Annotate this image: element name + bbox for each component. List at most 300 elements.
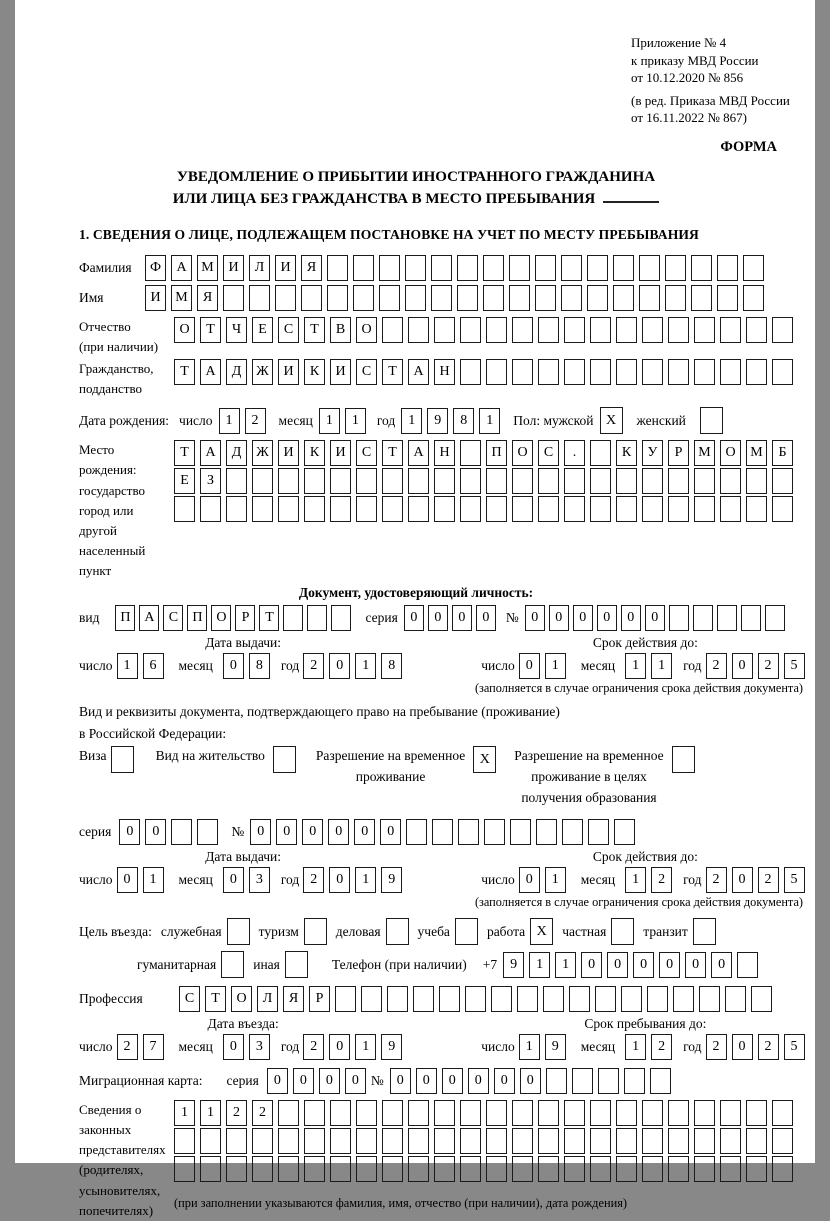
char-cell[interactable]: И	[223, 255, 244, 281]
checkbox-chastnaya[interactable]	[611, 918, 634, 945]
char-cell[interactable]: 1	[529, 952, 550, 978]
char-cell[interactable]	[720, 317, 741, 343]
char-cell[interactable]	[564, 1128, 585, 1154]
char-cell[interactable]: 0	[732, 867, 753, 893]
char-cell[interactable]	[590, 440, 611, 466]
char-cell[interactable]	[174, 1128, 195, 1154]
char-cell[interactable]	[301, 285, 322, 311]
char-cell[interactable]	[249, 285, 270, 311]
char-cell[interactable]: Л	[249, 255, 270, 281]
char-cell[interactable]	[460, 1128, 481, 1154]
char-cell[interactable]: М	[746, 440, 767, 466]
char-cell[interactable]: И	[278, 359, 299, 385]
checkbox-rabota[interactable]: X	[530, 918, 553, 945]
char-cell[interactable]: 0	[519, 867, 540, 893]
char-cell[interactable]	[278, 468, 299, 494]
char-cell[interactable]	[561, 255, 582, 281]
char-cell[interactable]	[223, 285, 244, 311]
char-cell[interactable]: 2	[245, 408, 266, 434]
checkbox-tranzit[interactable]	[693, 918, 716, 945]
char-cell[interactable]	[226, 496, 247, 522]
char-cell[interactable]: 0	[404, 605, 424, 631]
char-cell[interactable]: 1	[555, 952, 576, 978]
char-cell[interactable]: К	[304, 359, 325, 385]
char-cell[interactable]	[460, 1156, 481, 1182]
char-cell[interactable]	[460, 359, 481, 385]
char-cell[interactable]	[538, 468, 559, 494]
char-cell[interactable]: 0	[645, 605, 665, 631]
char-cell[interactable]: Ж	[252, 359, 273, 385]
char-cell[interactable]	[746, 1100, 767, 1126]
char-cell[interactable]	[304, 1100, 325, 1126]
char-cell[interactable]: 0	[573, 605, 593, 631]
char-cell[interactable]: 1	[401, 408, 422, 434]
char-cell[interactable]: 2	[117, 1034, 138, 1060]
char-cell[interactable]: 2	[252, 1100, 273, 1126]
char-cell[interactable]: 0	[711, 952, 732, 978]
char-cell[interactable]	[720, 468, 741, 494]
char-cell[interactable]	[564, 496, 585, 522]
char-cell[interactable]	[569, 986, 590, 1012]
char-cell[interactable]	[174, 1156, 195, 1182]
char-cell[interactable]	[668, 317, 689, 343]
char-cell[interactable]: И	[330, 359, 351, 385]
char-cell[interactable]	[434, 1128, 455, 1154]
char-cell[interactable]: Т	[304, 317, 325, 343]
char-cell[interactable]	[535, 255, 556, 281]
char-cell[interactable]	[408, 1128, 429, 1154]
char-cell[interactable]	[647, 986, 668, 1012]
char-cell[interactable]	[434, 496, 455, 522]
char-cell[interactable]	[595, 986, 616, 1012]
char-cell[interactable]: 0	[302, 819, 323, 845]
char-cell[interactable]	[616, 359, 637, 385]
checkbox-visa[interactable]	[111, 746, 134, 773]
char-cell[interactable]	[668, 468, 689, 494]
char-cell[interactable]: 9	[503, 952, 524, 978]
char-cell[interactable]: 2	[303, 653, 324, 679]
char-cell[interactable]	[538, 1128, 559, 1154]
char-cell[interactable]: Д	[226, 359, 247, 385]
char-cell[interactable]	[434, 1156, 455, 1182]
char-cell[interactable]: О	[512, 440, 533, 466]
char-cell[interactable]: Е	[252, 317, 273, 343]
char-cell[interactable]	[335, 986, 356, 1012]
char-cell[interactable]: 1	[355, 653, 376, 679]
char-cell[interactable]	[642, 317, 663, 343]
char-cell[interactable]	[434, 317, 455, 343]
char-cell[interactable]: 0	[380, 819, 401, 845]
char-cell[interactable]: 5	[784, 1034, 805, 1060]
char-cell[interactable]	[356, 468, 377, 494]
char-cell[interactable]: 0	[145, 819, 166, 845]
char-cell[interactable]: П	[486, 440, 507, 466]
char-cell[interactable]	[616, 1128, 637, 1154]
char-cell[interactable]	[304, 468, 325, 494]
char-cell[interactable]: 8	[381, 653, 402, 679]
char-cell[interactable]	[772, 1128, 793, 1154]
char-cell[interactable]	[327, 285, 348, 311]
char-cell[interactable]	[361, 986, 382, 1012]
char-cell[interactable]	[356, 1128, 377, 1154]
char-cell[interactable]	[772, 496, 793, 522]
char-cell[interactable]	[669, 605, 689, 631]
char-cell[interactable]: 2	[651, 1034, 672, 1060]
char-cell[interactable]	[538, 317, 559, 343]
char-cell[interactable]: 0	[633, 952, 654, 978]
char-cell[interactable]: А	[200, 440, 221, 466]
char-cell[interactable]	[717, 605, 737, 631]
char-cell[interactable]	[483, 255, 504, 281]
char-cell[interactable]: 2	[758, 653, 779, 679]
char-cell[interactable]	[330, 1156, 351, 1182]
char-cell[interactable]: О	[174, 317, 195, 343]
char-cell[interactable]	[694, 468, 715, 494]
char-cell[interactable]	[746, 317, 767, 343]
char-cell[interactable]: С	[538, 440, 559, 466]
char-cell[interactable]	[564, 359, 585, 385]
char-cell[interactable]	[413, 986, 434, 1012]
char-cell[interactable]	[252, 1128, 273, 1154]
char-cell[interactable]: И	[275, 255, 296, 281]
char-cell[interactable]	[772, 317, 793, 343]
char-cell[interactable]: 1	[200, 1100, 221, 1126]
char-cell[interactable]: О	[231, 986, 252, 1012]
char-cell[interactable]	[458, 819, 479, 845]
char-cell[interactable]: 0	[223, 653, 244, 679]
char-cell[interactable]: Е	[174, 468, 195, 494]
checkbox-gumanitarnaya[interactable]	[221, 951, 244, 978]
char-cell[interactable]	[642, 1128, 663, 1154]
char-cell[interactable]	[382, 496, 403, 522]
char-cell[interactable]	[691, 255, 712, 281]
char-cell[interactable]: 1	[625, 653, 646, 679]
char-cell[interactable]	[616, 496, 637, 522]
char-cell[interactable]: 0	[267, 1068, 288, 1094]
char-cell[interactable]	[642, 468, 663, 494]
char-cell[interactable]: Я	[301, 255, 322, 281]
checkbox-sluzhebnaya[interactable]	[227, 918, 250, 945]
char-cell[interactable]: 2	[706, 1034, 727, 1060]
char-cell[interactable]: 0	[494, 1068, 515, 1094]
char-cell[interactable]: 1	[519, 1034, 540, 1060]
char-cell[interactable]: 0	[329, 653, 350, 679]
char-cell[interactable]	[746, 1128, 767, 1154]
char-cell[interactable]	[743, 255, 764, 281]
char-cell[interactable]: 0	[525, 605, 545, 631]
char-cell[interactable]: У	[642, 440, 663, 466]
char-cell[interactable]	[694, 1128, 715, 1154]
char-cell[interactable]: 1	[651, 653, 672, 679]
char-cell[interactable]: А	[171, 255, 192, 281]
char-cell[interactable]: 0	[452, 605, 472, 631]
char-cell[interactable]	[405, 285, 426, 311]
char-cell[interactable]	[538, 359, 559, 385]
char-cell[interactable]	[353, 285, 374, 311]
char-cell[interactable]: 0	[354, 819, 375, 845]
char-cell[interactable]: П	[115, 605, 135, 631]
char-cell[interactable]	[304, 1156, 325, 1182]
char-cell[interactable]	[382, 317, 403, 343]
char-cell[interactable]: 1	[545, 867, 566, 893]
char-cell[interactable]	[536, 819, 557, 845]
char-cell[interactable]	[517, 986, 538, 1012]
char-cell[interactable]	[642, 1156, 663, 1182]
char-cell[interactable]	[743, 285, 764, 311]
char-cell[interactable]: 1	[355, 867, 376, 893]
char-cell[interactable]: Т	[174, 359, 195, 385]
char-cell[interactable]	[665, 255, 686, 281]
char-cell[interactable]: 1	[345, 408, 366, 434]
char-cell[interactable]: А	[408, 359, 429, 385]
char-cell[interactable]	[512, 1100, 533, 1126]
char-cell[interactable]	[564, 1100, 585, 1126]
char-cell[interactable]	[512, 1128, 533, 1154]
char-cell[interactable]	[720, 1128, 741, 1154]
char-cell[interactable]	[382, 1100, 403, 1126]
char-cell[interactable]	[457, 255, 478, 281]
char-cell[interactable]	[431, 285, 452, 311]
char-cell[interactable]	[509, 255, 530, 281]
char-cell[interactable]	[590, 496, 611, 522]
char-cell[interactable]: 2	[758, 1034, 779, 1060]
char-cell[interactable]	[356, 496, 377, 522]
char-cell[interactable]	[741, 605, 761, 631]
char-cell[interactable]	[330, 1100, 351, 1126]
char-cell[interactable]	[252, 496, 273, 522]
char-cell[interactable]: М	[694, 440, 715, 466]
char-cell[interactable]	[751, 986, 772, 1012]
char-cell[interactable]: 0	[223, 867, 244, 893]
char-cell[interactable]: 0	[328, 819, 349, 845]
char-cell[interactable]: К	[304, 440, 325, 466]
char-cell[interactable]	[639, 285, 660, 311]
char-cell[interactable]	[616, 317, 637, 343]
char-cell[interactable]: О	[720, 440, 741, 466]
char-cell[interactable]: 9	[545, 1034, 566, 1060]
char-cell[interactable]: 2	[651, 867, 672, 893]
char-cell[interactable]: 1	[117, 653, 138, 679]
char-cell[interactable]	[510, 819, 531, 845]
char-cell[interactable]	[665, 285, 686, 311]
char-cell[interactable]: В	[330, 317, 351, 343]
char-cell[interactable]	[226, 1156, 247, 1182]
char-cell[interactable]: А	[139, 605, 159, 631]
char-cell[interactable]: 0	[416, 1068, 437, 1094]
char-cell[interactable]: 8	[249, 653, 270, 679]
char-cell[interactable]: 0	[250, 819, 271, 845]
char-cell[interactable]	[283, 605, 303, 631]
char-cell[interactable]: С	[356, 359, 377, 385]
char-cell[interactable]: 0	[428, 605, 448, 631]
char-cell[interactable]: И	[330, 440, 351, 466]
char-cell[interactable]	[717, 255, 738, 281]
char-cell[interactable]	[694, 1156, 715, 1182]
char-cell[interactable]: 3	[249, 1034, 270, 1060]
char-cell[interactable]	[486, 359, 507, 385]
char-cell[interactable]	[746, 359, 767, 385]
char-cell[interactable]: 0	[345, 1068, 366, 1094]
char-cell[interactable]: 0	[476, 605, 496, 631]
char-cell[interactable]	[737, 952, 758, 978]
checkbox-ucheba[interactable]	[455, 918, 478, 945]
char-cell[interactable]	[408, 496, 429, 522]
char-cell[interactable]	[694, 359, 715, 385]
char-cell[interactable]: .	[564, 440, 585, 466]
char-cell[interactable]	[330, 468, 351, 494]
char-cell[interactable]	[613, 285, 634, 311]
char-cell[interactable]	[538, 1100, 559, 1126]
char-cell[interactable]	[746, 1156, 767, 1182]
char-cell[interactable]	[564, 468, 585, 494]
char-cell[interactable]: 0	[117, 867, 138, 893]
char-cell[interactable]	[561, 285, 582, 311]
char-cell[interactable]: С	[163, 605, 183, 631]
char-cell[interactable]	[486, 1128, 507, 1154]
char-cell[interactable]	[200, 1156, 221, 1182]
char-cell[interactable]	[406, 819, 427, 845]
char-cell[interactable]	[356, 1156, 377, 1182]
char-cell[interactable]	[331, 605, 351, 631]
char-cell[interactable]: Я	[197, 285, 218, 311]
char-cell[interactable]: 0	[276, 819, 297, 845]
char-cell[interactable]: 1	[143, 867, 164, 893]
char-cell[interactable]: 0	[329, 867, 350, 893]
char-cell[interactable]	[491, 986, 512, 1012]
char-cell[interactable]	[460, 440, 481, 466]
char-cell[interactable]	[668, 496, 689, 522]
char-cell[interactable]: 1	[355, 1034, 376, 1060]
char-cell[interactable]	[379, 285, 400, 311]
char-cell[interactable]: 0	[732, 1034, 753, 1060]
char-cell[interactable]: 9	[381, 867, 402, 893]
char-cell[interactable]: 1	[625, 1034, 646, 1060]
char-cell[interactable]	[616, 1156, 637, 1182]
char-cell[interactable]	[200, 496, 221, 522]
char-cell[interactable]	[543, 986, 564, 1012]
char-cell[interactable]	[382, 1156, 403, 1182]
char-cell[interactable]: 5	[784, 653, 805, 679]
char-cell[interactable]: Ж	[252, 440, 273, 466]
char-cell[interactable]	[562, 819, 583, 845]
char-cell[interactable]	[387, 986, 408, 1012]
char-cell[interactable]	[642, 496, 663, 522]
char-cell[interactable]: 0	[390, 1068, 411, 1094]
char-cell[interactable]: М	[197, 255, 218, 281]
char-cell[interactable]: А	[408, 440, 429, 466]
char-cell[interactable]	[434, 468, 455, 494]
char-cell[interactable]	[275, 285, 296, 311]
char-cell[interactable]	[772, 1100, 793, 1126]
char-cell[interactable]	[535, 285, 556, 311]
char-cell[interactable]: 1	[545, 653, 566, 679]
char-cell[interactable]: 0	[581, 952, 602, 978]
char-cell[interactable]: Ч	[226, 317, 247, 343]
char-cell[interactable]: А	[200, 359, 221, 385]
char-cell[interactable]	[509, 285, 530, 311]
char-cell[interactable]	[278, 496, 299, 522]
char-cell[interactable]	[512, 496, 533, 522]
char-cell[interactable]	[278, 1100, 299, 1126]
char-cell[interactable]	[538, 496, 559, 522]
char-cell[interactable]	[486, 1156, 507, 1182]
char-cell[interactable]: С	[179, 986, 200, 1012]
char-cell[interactable]: 7	[143, 1034, 164, 1060]
char-cell[interactable]: О	[356, 317, 377, 343]
char-cell[interactable]: Т	[259, 605, 279, 631]
char-cell[interactable]	[512, 468, 533, 494]
char-cell[interactable]: 0	[119, 819, 140, 845]
char-cell[interactable]	[408, 1156, 429, 1182]
char-cell[interactable]: 1	[319, 408, 340, 434]
char-cell[interactable]	[564, 317, 585, 343]
char-cell[interactable]: О	[211, 605, 231, 631]
char-cell[interactable]	[307, 605, 327, 631]
char-cell[interactable]	[590, 468, 611, 494]
char-cell[interactable]: Р	[309, 986, 330, 1012]
char-cell[interactable]: 0	[659, 952, 680, 978]
char-cell[interactable]	[512, 359, 533, 385]
char-cell[interactable]	[304, 1128, 325, 1154]
char-cell[interactable]: И	[278, 440, 299, 466]
char-cell[interactable]	[572, 1068, 593, 1094]
char-cell[interactable]	[650, 1068, 671, 1094]
char-cell[interactable]	[668, 1128, 689, 1154]
char-cell[interactable]	[226, 468, 247, 494]
char-cell[interactable]	[408, 468, 429, 494]
checkbox-inaya[interactable]	[285, 951, 308, 978]
char-cell[interactable]	[460, 468, 481, 494]
char-cell[interactable]	[590, 317, 611, 343]
checkbox-delovaya[interactable]	[386, 918, 409, 945]
char-cell[interactable]: 3	[249, 867, 270, 893]
char-cell[interactable]	[252, 1156, 273, 1182]
char-cell[interactable]	[353, 255, 374, 281]
char-cell[interactable]	[484, 819, 505, 845]
char-cell[interactable]: 0	[223, 1034, 244, 1060]
char-cell[interactable]	[772, 1156, 793, 1182]
char-cell[interactable]	[720, 1100, 741, 1126]
char-cell[interactable]	[200, 1128, 221, 1154]
char-cell[interactable]: Б	[772, 440, 793, 466]
char-cell[interactable]	[171, 819, 192, 845]
char-cell[interactable]: 0	[549, 605, 569, 631]
char-cell[interactable]	[382, 468, 403, 494]
char-cell[interactable]: Т	[382, 440, 403, 466]
char-cell[interactable]	[624, 1068, 645, 1094]
char-cell[interactable]: 9	[381, 1034, 402, 1060]
char-cell[interactable]	[642, 1100, 663, 1126]
char-cell[interactable]: 2	[303, 1034, 324, 1060]
char-cell[interactable]: 0	[520, 1068, 541, 1094]
char-cell[interactable]: К	[616, 440, 637, 466]
char-cell[interactable]	[538, 1156, 559, 1182]
char-cell[interactable]	[694, 317, 715, 343]
char-cell[interactable]	[691, 285, 712, 311]
char-cell[interactable]	[699, 986, 720, 1012]
char-cell[interactable]	[621, 986, 642, 1012]
checkbox-rvp[interactable]: X	[473, 746, 496, 773]
char-cell[interactable]: Л	[257, 986, 278, 1012]
char-cell[interactable]: Т	[174, 440, 195, 466]
char-cell[interactable]	[174, 496, 195, 522]
char-cell[interactable]	[668, 359, 689, 385]
char-cell[interactable]	[546, 1068, 567, 1094]
char-cell[interactable]: 0	[519, 653, 540, 679]
char-cell[interactable]: 2	[706, 653, 727, 679]
char-cell[interactable]: 0	[293, 1068, 314, 1094]
char-cell[interactable]	[483, 285, 504, 311]
